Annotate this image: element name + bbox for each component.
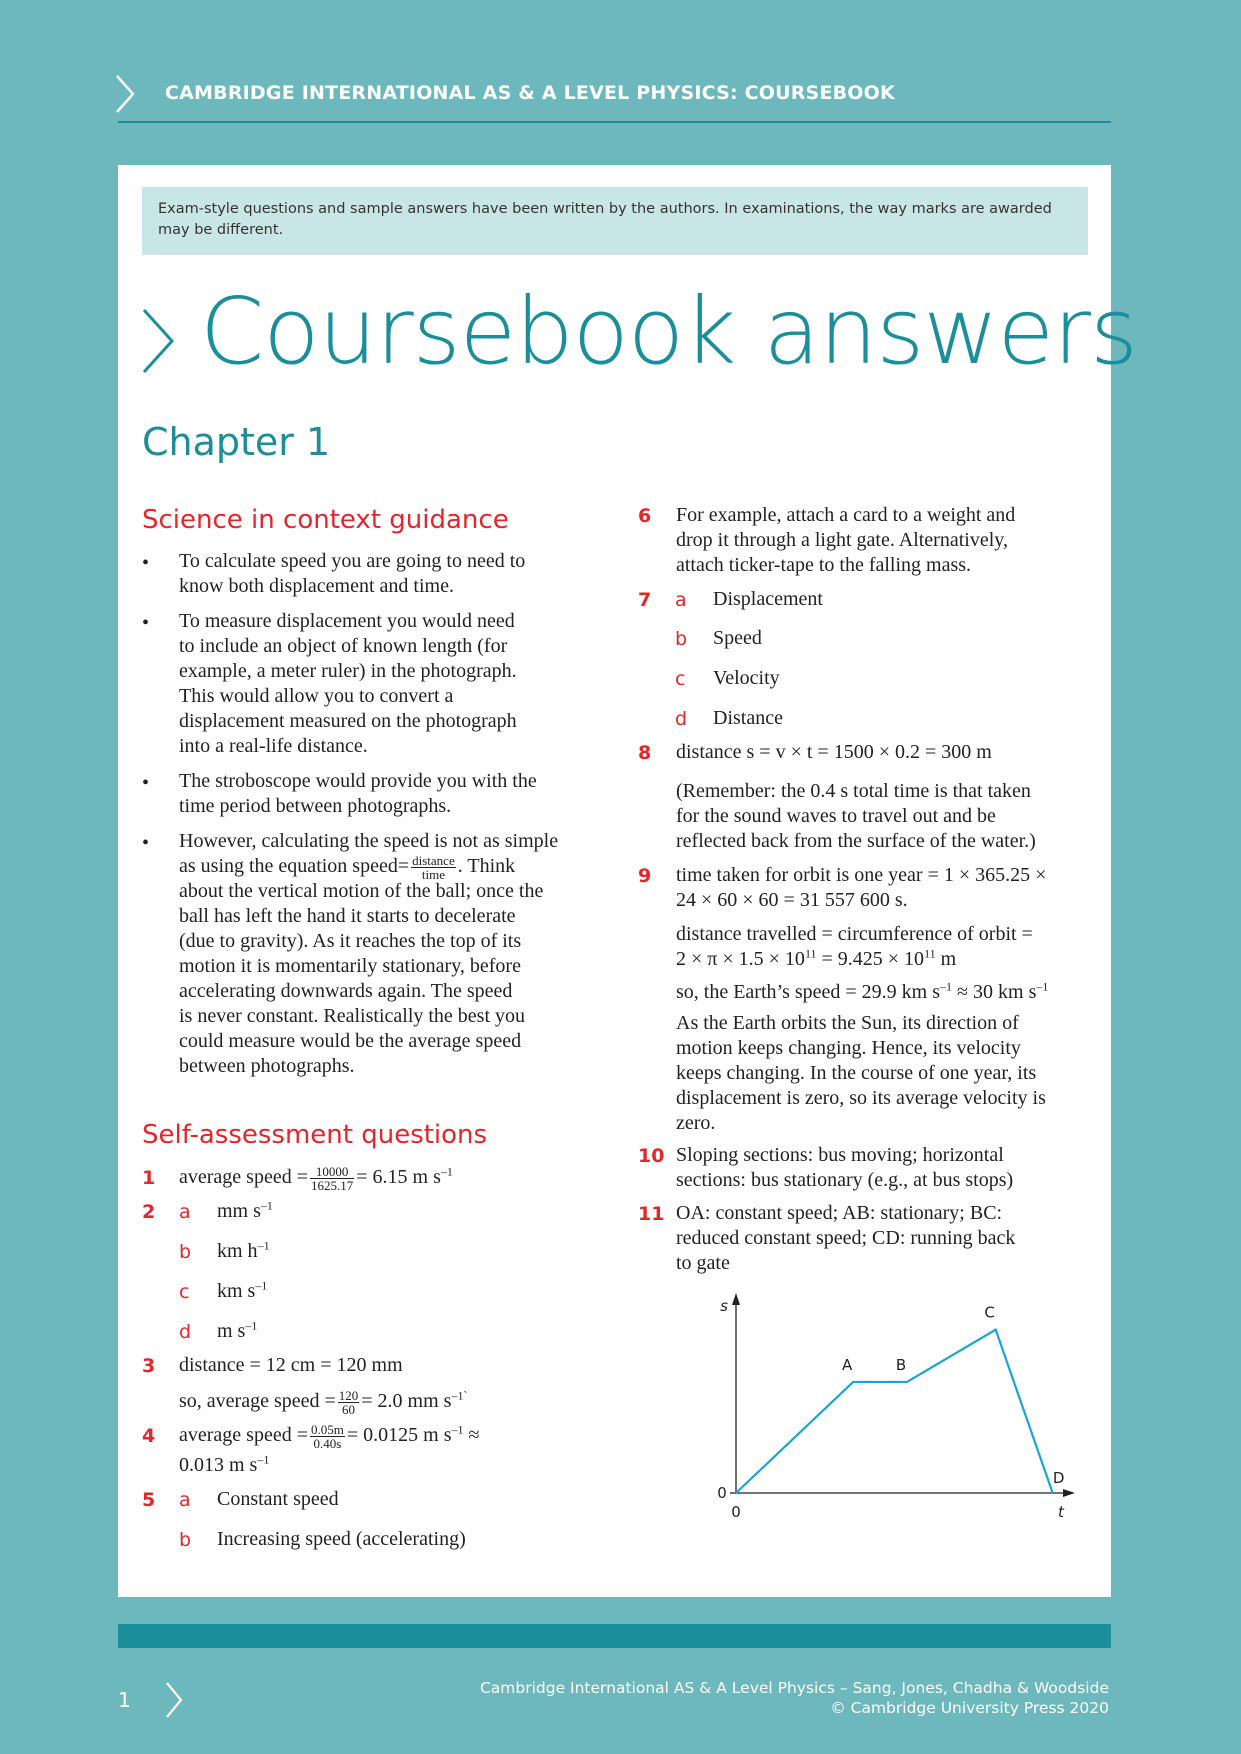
y-axis-label: s <box>720 1297 728 1315</box>
q4-post: = 0.0125 m s <box>346 1424 452 1447</box>
line: sections: bus stationary (e.g., at bus stops) <box>676 1169 1014 1191</box>
bullet-dot: • <box>142 832 150 854</box>
q9-part2 <box>676 922 1033 972</box>
header-rule <box>118 121 1111 123</box>
q7c-letter: c <box>675 668 686 690</box>
page-number: 1 <box>118 1688 131 1712</box>
graph-labels <box>717 1297 1065 1521</box>
q11-answer <box>676 1201 1015 1276</box>
q4-pre: average speed = <box>179 1424 308 1447</box>
content-panel <box>118 165 1137 1597</box>
q2c-letter: c <box>179 1281 190 1303</box>
line: example, a meter ruler) in the photograph. <box>179 660 517 682</box>
line: ball has left the hand it starts to decelerate <box>179 905 516 927</box>
line: displacement is zero, so its average velocity is <box>676 1087 1046 1109</box>
footer-credits <box>480 1678 1109 1718</box>
line: to include an object of known length (for <box>179 635 508 657</box>
footer-bar <box>118 1624 1111 1648</box>
science-bullet-3 <box>179 769 537 819</box>
q7d-answer: Distance <box>713 707 783 729</box>
q11-number: 11 <box>638 1203 665 1225</box>
line: zero. <box>676 1112 716 1134</box>
line: For example, attach a card to a weight and <box>676 504 1016 526</box>
q4-fraction <box>310 1423 345 1450</box>
origin-y-label: 0 <box>717 1484 727 1502</box>
line: is never constant. Realistically the best you <box>179 1005 526 1027</box>
header-chevron-icon <box>114 74 136 114</box>
bullet-dot: • <box>142 552 150 574</box>
line: This would allow you to convert a <box>179 685 454 707</box>
q4-line1 <box>179 1423 479 1450</box>
q3-line2 <box>179 1389 467 1416</box>
q2c-answer <box>217 1279 267 1304</box>
sup: 11 <box>924 946 936 961</box>
q4-number: 4 <box>142 1425 156 1447</box>
displacement-line <box>736 1330 1053 1493</box>
q7a-answer: Displacement <box>713 588 823 610</box>
sup: –1 <box>257 1238 270 1253</box>
sup: –1 <box>245 1318 258 1333</box>
point-label-C: C <box>984 1303 995 1322</box>
self-assessment-heading: Self-assessment questions <box>142 1120 488 1150</box>
line: into a real-life distance. <box>179 735 368 757</box>
line: OA: constant speed; AB: stationary; BC: <box>676 1202 1003 1224</box>
q2b-letter: b <box>179 1241 192 1263</box>
q8-number: 8 <box>638 742 652 764</box>
t: km s <box>217 1280 256 1302</box>
line: Sloping sections: bus moving; horizontal <box>676 1144 1004 1166</box>
q4-approx: ≈ <box>463 1424 480 1447</box>
point-label-A: A <box>842 1355 853 1374</box>
line: between photographs. <box>179 1055 355 1077</box>
q1-number: 1 <box>142 1167 156 1189</box>
q3-number: 3 <box>142 1355 156 1377</box>
point-label-B: B <box>895 1355 907 1374</box>
q4-line2 <box>179 1453 269 1478</box>
eq-pre: as using the equation speed= <box>179 855 410 878</box>
q7c-answer: Velocity <box>713 667 780 689</box>
line: reflected back from the surface of the water.) <box>676 830 1036 852</box>
sup: –1 <box>1036 979 1049 994</box>
displacement-time-graph <box>658 1285 1078 1545</box>
t: mm s <box>217 1200 261 1222</box>
q6-number: 6 <box>638 505 652 527</box>
line: To measure displacement you would need <box>179 610 515 632</box>
q5a-answer: Constant speed <box>217 1488 339 1510</box>
q8-line: distance s = v × t = 1500 × 0.2 = 300 m <box>676 741 992 763</box>
science-heading: Science in context guidance <box>142 505 509 535</box>
line: The stroboscope would provide you with the <box>179 770 537 792</box>
frac-num: distance <box>412 853 455 868</box>
line: (Remember: the 0.4 s total time is that taken <box>676 780 1031 802</box>
graph-axes <box>730 1293 1075 1497</box>
q4-sup: –1 <box>451 1422 464 1437</box>
frac-num: 10000 <box>310 1165 354 1179</box>
t: 2 × π × 1.5 × 10 <box>676 948 805 970</box>
q7-number: 7 <box>638 589 652 611</box>
line: time period between photographs. <box>179 795 452 817</box>
chapter-heading: Chapter 1 <box>142 420 331 464</box>
t: ≈ 30 km s <box>952 981 1037 1003</box>
footer-chevron-icon <box>164 1680 184 1720</box>
sup: –1 <box>260 1198 273 1213</box>
line: accelerating downwards again. The speed <box>179 980 513 1002</box>
q10-answer <box>676 1143 1013 1193</box>
q2a-letter: a <box>179 1201 191 1223</box>
q9-paragraph <box>676 1011 1046 1136</box>
q1-fraction <box>310 1165 354 1192</box>
x-axis-arrow <box>1063 1489 1075 1497</box>
line: time taken for orbit is one year = 1 × 365.25 × <box>676 864 1047 886</box>
q2b-answer <box>217 1239 270 1264</box>
origin-x-label: 0 <box>731 1503 741 1521</box>
science-bullet-2 <box>179 609 517 759</box>
q3-post: = 2.0 mm s <box>361 1390 452 1413</box>
line: As the Earth orbits the Sun, its direction of <box>676 1012 1019 1034</box>
sup: 11 <box>804 946 817 961</box>
q10-number: 10 <box>638 1145 665 1167</box>
q5b-answer: Increasing speed (accelerating) <box>217 1528 466 1550</box>
graph-line <box>736 1330 1053 1493</box>
frac-num: 120 <box>338 1388 359 1403</box>
line: displacement measured on the photograph <box>179 710 517 732</box>
sup: –1 <box>257 1452 270 1467</box>
q3-fraction <box>338 1389 360 1416</box>
q7b-letter: b <box>675 628 688 650</box>
q2d-answer <box>217 1319 257 1344</box>
speed-fraction <box>411 854 456 881</box>
science-bullet-4 <box>179 829 558 1079</box>
q6-answer <box>676 503 1015 578</box>
footer-authors: Cambridge International AS & A Level Physics – Sang, Jones, Chadha & Woodside <box>479 1679 1109 1697</box>
footer-copyright: © Cambridge University Press 2020 <box>830 1699 1109 1717</box>
line: for the sound waves to travel out and be <box>676 805 996 827</box>
frac-den: time <box>421 867 445 882</box>
line: 24 × 60 × 60 = 31 557 600 s. <box>676 889 908 911</box>
line: to gate <box>676 1252 730 1274</box>
line: drop it through a light gate. Alternatively, <box>676 529 1008 551</box>
sup: –1 <box>940 979 953 994</box>
t: km h <box>217 1240 258 1262</box>
t: = 9.425 × 10 <box>816 948 925 970</box>
bullet-dot: • <box>142 772 150 794</box>
line: motion it is momentarily stationary, before <box>179 955 521 977</box>
q3-line1: distance = 12 cm = 120 mm <box>179 1354 403 1376</box>
q2a-answer <box>217 1199 273 1224</box>
line: could measure would be the average speed <box>179 1030 522 1052</box>
frac-den: 60 <box>342 1402 356 1417</box>
line: know both displacement and time. <box>179 575 454 597</box>
x-axis-label: t <box>1058 1503 1064 1521</box>
eq-post: . Think <box>457 855 516 878</box>
frac-den: 1625.17 <box>310 1178 354 1193</box>
line: attach ticker-tape to the falling mass. <box>676 554 972 576</box>
q5b-letter: b <box>179 1529 192 1551</box>
frac-den: 0.40s <box>313 1436 342 1451</box>
q7a-letter: a <box>675 589 687 611</box>
q1-answer <box>179 1165 453 1192</box>
disclaimer-box: Exam-style questions and sample answers have been written by the authors. In examinations, the way marks are awarded may be different. <box>142 187 1088 255</box>
q7b-answer: Speed <box>713 627 762 649</box>
line: However, calculating the speed is not as simple <box>179 830 559 852</box>
sup: –1 <box>255 1278 268 1293</box>
t: so, the Earth’s speed = 29.9 km s <box>676 981 941 1003</box>
q1-post: = 6.15 m s <box>356 1166 441 1189</box>
t: m s <box>217 1320 246 1342</box>
running-header: CAMBRIDGE INTERNATIONAL AS & A LEVEL PHYSICS: COURSEBOOK <box>165 82 895 104</box>
line <box>676 947 1033 972</box>
line: motion keeps changing. Hence, its velocity <box>676 1037 1021 1059</box>
equation-line <box>179 853 558 882</box>
q5a-letter: a <box>179 1489 191 1511</box>
point-label-D: D <box>1052 1469 1065 1487</box>
q9-part3 <box>676 980 1048 1005</box>
y-axis-arrow <box>732 1293 740 1305</box>
science-bullet-1 <box>179 549 525 599</box>
q1-pre: average speed = <box>179 1166 308 1189</box>
q9-number: 9 <box>638 865 652 887</box>
q8-note <box>676 779 1036 854</box>
page-title: Coursebook answers <box>200 278 1137 385</box>
q7d-letter: d <box>675 708 688 730</box>
line: reduced constant speed; CD: running back <box>676 1227 1016 1249</box>
q9-part1 <box>676 863 1046 913</box>
line: (due to gravity). As it reaches the top of its <box>179 930 522 952</box>
q3-sup: –1` <box>451 1388 468 1403</box>
t: 0.013 m s <box>179 1454 258 1476</box>
t: m <box>935 948 957 970</box>
q3-pre: so, average speed = <box>179 1390 336 1413</box>
q2-number: 2 <box>142 1201 156 1223</box>
line: distance travelled = circumference of orbit = <box>676 923 1033 945</box>
q5-number: 5 <box>142 1489 156 1511</box>
frac-num: 0.05m <box>310 1422 344 1437</box>
line: about the vertical motion of the ball; once the <box>179 880 544 902</box>
title-chevron-icon <box>140 307 176 375</box>
line: keeps changing. In the course of one year, its <box>676 1062 1037 1084</box>
line: To calculate speed you are going to need to <box>179 550 526 572</box>
q2d-letter: d <box>179 1321 192 1343</box>
q1-sup: –1 <box>440 1164 453 1179</box>
bullet-dot: • <box>142 612 150 634</box>
